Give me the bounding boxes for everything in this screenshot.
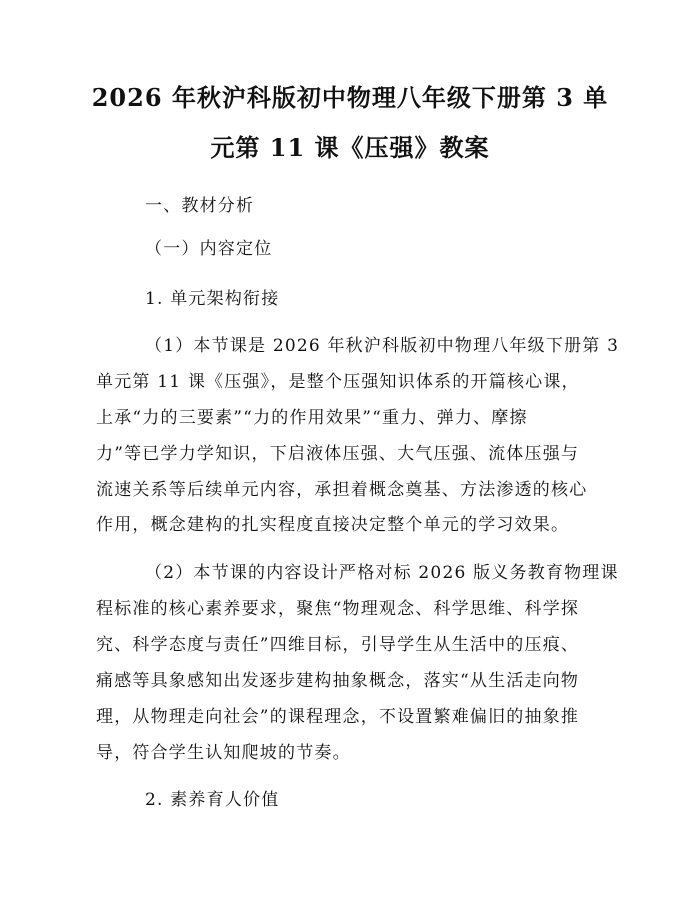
- paragraph-line: 上承“力的三要素”“力的作用效果”“重力、弹力、摩擦: [96, 408, 528, 428]
- document-title-line-2: 元第 11 课《压强》教案: [210, 133, 490, 162]
- paragraph-line: （1）本节课是 2026 年秋沪科版初中物理八年级下册第 3: [145, 336, 620, 356]
- paragraph-line: 力”等已学力学知识，下启液体压强、大气压强、流体压强与: [96, 444, 580, 464]
- item-heading: 1. 单元架构衔接: [145, 289, 280, 309]
- item-heading: 2. 素养育人价值: [145, 790, 280, 810]
- paragraph-line: 痛感等具象感知出发逐步建构抽象概念，落实“从生活走向物: [96, 671, 580, 691]
- paragraph-line: 理，从物理走向社会”的课程理念，不设置繁难偏旧的抽象推: [96, 707, 580, 727]
- paragraph-line: 流速关系等后续单元内容，承担着概念奠基、方法渗透的核心: [96, 480, 588, 500]
- paragraph-line: 导，符合学生认知爬坡的节奏。: [96, 743, 351, 763]
- document-title-line-1: 2026 年秋沪科版初中物理八年级下册第 3 单: [91, 83, 609, 112]
- section-heading: 一、教材分析: [145, 196, 255, 216]
- paragraph-line: 单元第 11 课《压强》，是整个压强知识体系的开篇核心课，: [96, 372, 580, 392]
- subsection-heading: （一）内容定位: [145, 239, 273, 259]
- paragraph-line: 程标准的核心素养要求，聚焦“物理观念、科学思维、科学探: [96, 599, 580, 619]
- paragraph-line: （2）本节课的内容设计严格对标 2026 版义务教育物理课: [145, 563, 619, 583]
- paragraph-line: 作用，概念建构的扎实程度直接决定整个单元的学习效果。: [96, 515, 570, 535]
- paragraph-line: 究、科学态度与责任”四维目标，引导学生从生活中的压痕、: [96, 635, 580, 655]
